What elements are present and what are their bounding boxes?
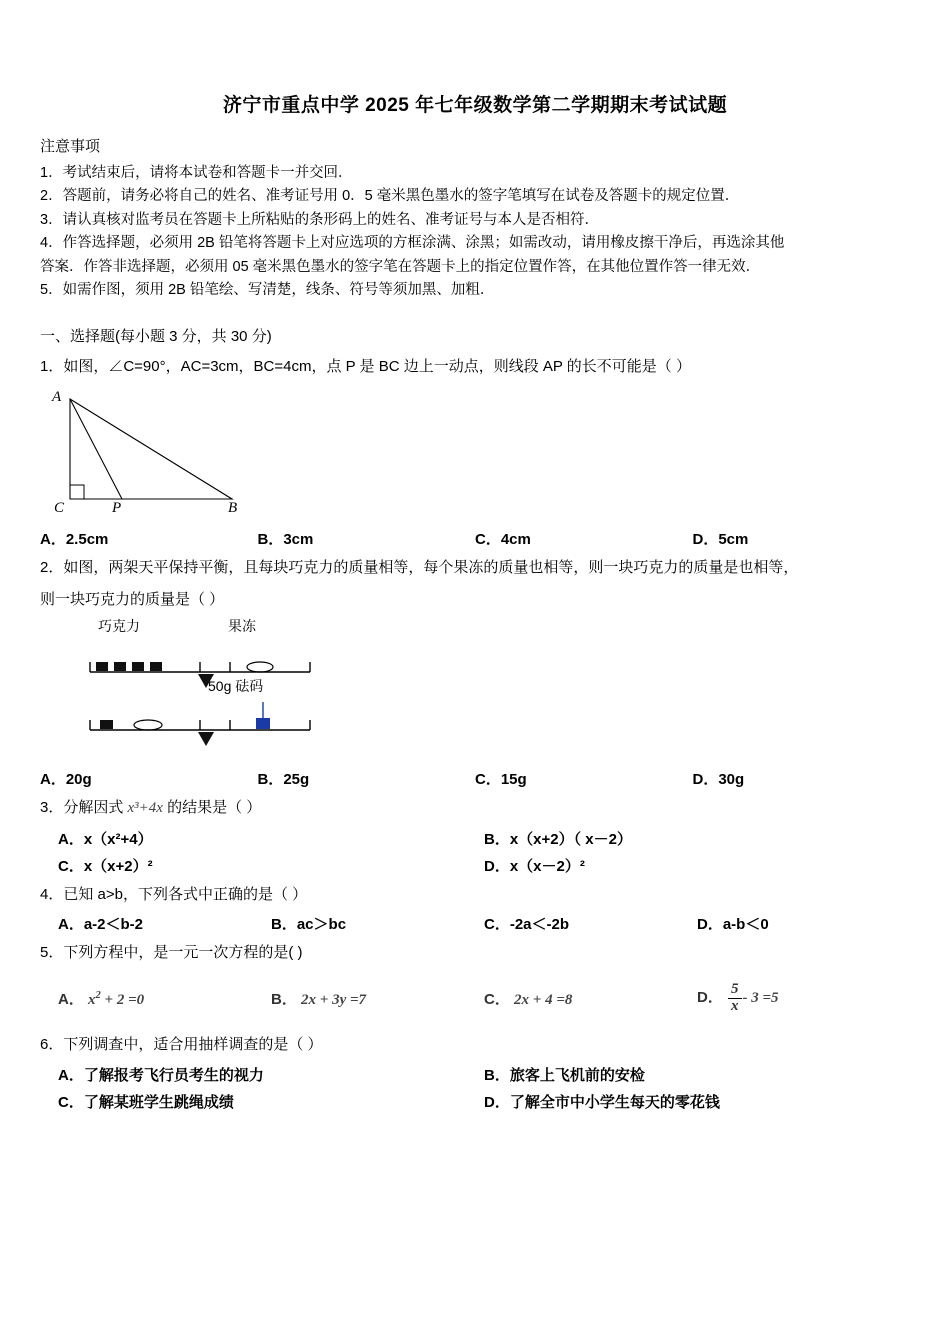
- question-4: [40, 882, 910, 935]
- option-b[interactable]: B． 2x + 3y =7: [271, 990, 367, 1008]
- figure-label-b: B: [228, 500, 238, 517]
- option-b[interactable]: B．ac＞bc: [271, 916, 347, 934]
- notice-line: 2．答题前，请务必将自己的姓名、准考证号用 0．5 毫米黑色墨水的签字笔填写在试卷及答题卡的规定位置．: [40, 188, 740, 205]
- option-d[interactable]: D．5cm: [692, 531, 749, 549]
- option-c[interactable]: C．x（x+2）²: [58, 857, 153, 875]
- section-heading: 一、选择题(每小题 3 分，共 30 分): [40, 327, 272, 345]
- question-1-figure: [50, 387, 310, 522]
- notice-line: 5．如需作图，须用 2B 铅笔绘、写清楚，线条、符号等须加黑、加粗．: [40, 282, 495, 299]
- question-5: [40, 940, 910, 1014]
- question-1-number: 1．: [40, 357, 64, 375]
- question-5-options: [40, 982, 910, 1015]
- option-b[interactable]: B．旅客上飞机前的安检: [484, 1066, 645, 1084]
- question-2-options: [40, 768, 910, 789]
- question-2-text-line2: 则一块巧克力的质量是（ ）: [40, 590, 225, 608]
- right-triangle-diagram: [50, 387, 310, 522]
- option-d[interactable]: D．了解全市中小学生每天的零花钱: [484, 1093, 720, 1111]
- question-3: [40, 795, 910, 876]
- question-4-number: 4．: [40, 885, 64, 903]
- option-d[interactable]: D．30g: [692, 771, 745, 789]
- option-c[interactable]: C．了解某班学生跳绳成绩: [58, 1093, 234, 1111]
- notice-line: 1．考试结束后，请将本试卷和答题卡一并交回．: [40, 165, 353, 181]
- option-a[interactable]: A．a-2＜b-2: [58, 916, 144, 934]
- question-5-stem: 5．下列方程中，是一元一次方程的是( ): [40, 944, 303, 962]
- figure-label-p: P: [112, 500, 122, 517]
- question-3-options-row1: [40, 828, 910, 849]
- question-6-options-row2: [40, 1091, 910, 1112]
- option-a[interactable]: A．了解报考飞行员考生的视力: [58, 1066, 264, 1084]
- question-6-stem: 6．下列调查中，适合用抽样调查的是（ ）: [40, 1036, 323, 1054]
- question-6-number: 6．: [40, 1036, 64, 1054]
- option-a[interactable]: A． $x^2 + 2 =0$: [58, 989, 145, 1008]
- figure-label-chocolate: 巧克力: [98, 618, 140, 635]
- option-a-math: $x^2 + 2 =0$: [88, 989, 145, 1008]
- question-2-figure: [70, 618, 370, 762]
- option-b[interactable]: B．3cm: [257, 531, 314, 549]
- option-a[interactable]: A．2.5cm: [40, 531, 109, 549]
- question-3-stem: 3．分解因式 x³+4x 的结果是（ ）: [40, 799, 262, 817]
- option-d[interactable]: D．a-b＜0: [697, 916, 769, 934]
- question-5-number: 5．: [40, 944, 64, 962]
- question-4-stem: 4．已知 a>b，下列各式中正确的是（ ）: [40, 885, 308, 903]
- question-6: [40, 1032, 910, 1112]
- option-c[interactable]: C． 2x + 4 =8: [484, 990, 573, 1008]
- question-1: [40, 354, 910, 550]
- option-d-math: - 3 =5: [742, 990, 779, 1007]
- figure-label-jelly: 果冻: [228, 618, 256, 635]
- question-3-expression: x³+4x: [127, 800, 163, 817]
- notice-heading: 注意事项: [40, 138, 101, 155]
- question-4-options: [40, 913, 910, 934]
- option-c-math: 2x + 4 =8: [514, 991, 573, 1008]
- option-b[interactable]: B．25g: [257, 771, 310, 789]
- figure-label-a: A: [52, 389, 62, 406]
- figure-label-c: C: [54, 500, 65, 517]
- option-d[interactable]: D．x（x－2）²: [484, 857, 585, 875]
- question-3-options-row2: [40, 855, 910, 876]
- notice-line: 4．作答选择题，必须用 2B 铅笔将答题卡上对应选项的方框涂满、涂黑；如需改动，请用橡皮擦干净后，再选涂其他: [40, 235, 785, 252]
- option-b-math: 2x + 3y =7: [301, 991, 367, 1008]
- question-6-options-row1: [40, 1064, 910, 1085]
- option-c[interactable]: C．15g: [475, 771, 527, 789]
- question-1-text: 如图，∠C=90°，AC=3cm，BC=4cm，点 P 是 BC 边上一动点，则线段 AP 的长不可能是（ ）: [63, 357, 691, 375]
- option-b[interactable]: B．x（x+2）（ x－2）: [484, 830, 632, 848]
- figure-label-weight: 50g 砝码: [208, 678, 264, 695]
- option-c[interactable]: C．-2a＜-2b: [484, 916, 570, 934]
- question-2-number: 2．: [40, 559, 64, 577]
- option-c[interactable]: C．4cm: [475, 531, 531, 549]
- notice-line: 答案．作答非选择题，必须用 05 毫米黑色墨水的签字笔在答题卡上的指定位置作答，在其他位置作答一律无效．: [40, 258, 761, 275]
- page-content: [40, 90, 910, 1114]
- page-title: 济宁市重点中学 2025 年七年级数学第二学期期末考试试题: [222, 95, 728, 116]
- option-a[interactable]: A．20g: [40, 771, 92, 789]
- option-a[interactable]: A．x（x²+4）: [58, 830, 153, 848]
- question-2: [40, 555, 910, 789]
- option-d-fraction: $\frac{5}{x}$: [728, 982, 742, 1015]
- question-3-number: 3．: [40, 799, 64, 817]
- question-1-stem: [40, 354, 910, 380]
- option-d[interactable]: D． $\frac{5}{x}$ - 3 =5: [697, 980, 779, 1014]
- notice-line: 3．请认真核对监考员在答题卡上所粘贴的条形码上的姓名、准考证号与本人是否相符．: [40, 211, 600, 228]
- question-2-stem: [40, 555, 910, 581]
- question-2-text-line1: 如图，两架天平保持平衡，且每块巧克力的质量相等，每个果冻的质量也相等，则一块巧克力的质量是也相等，: [63, 559, 799, 577]
- question-1-options: [40, 528, 910, 549]
